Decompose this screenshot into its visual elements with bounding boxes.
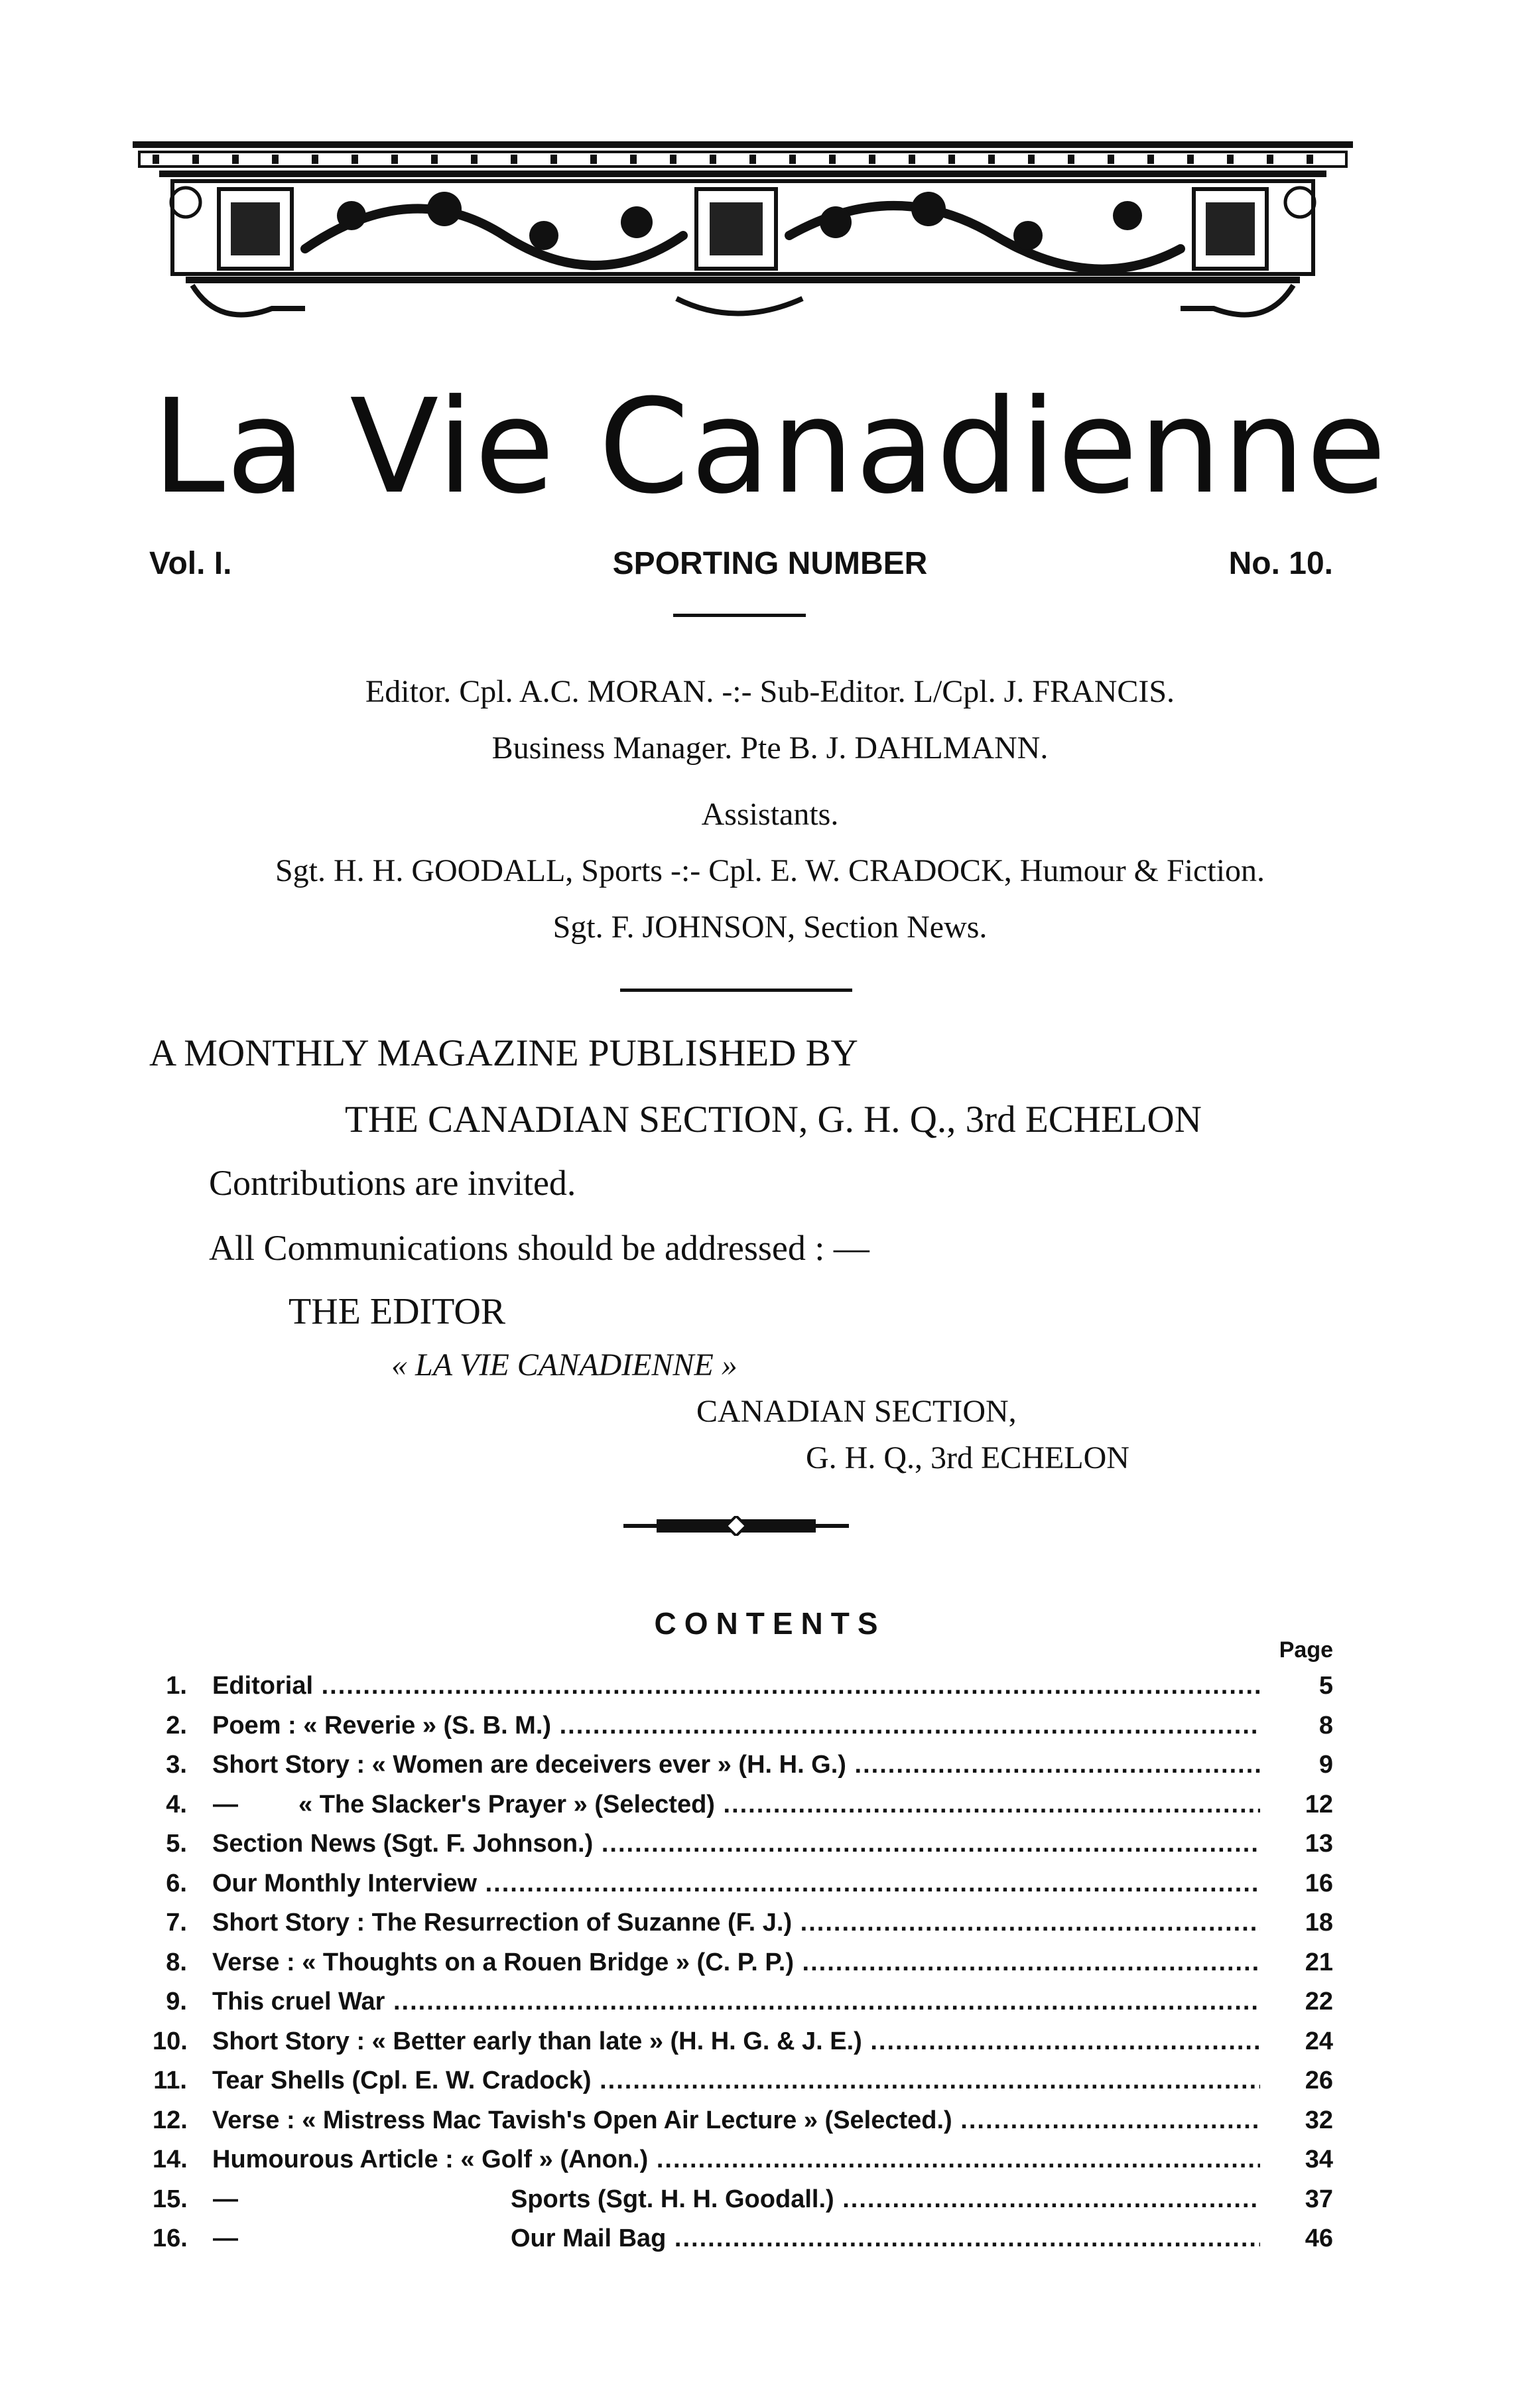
contents-item-title: « The Slacker's Prayer » (Selected) bbox=[298, 1790, 715, 1818]
contents-item-title: Our Monthly Interview bbox=[212, 1869, 478, 1897]
contents-item-title-line bbox=[212, 2224, 1260, 2253]
contents-row bbox=[153, 1791, 1333, 1829]
contents-item-title: Editorial bbox=[212, 1672, 314, 1700]
contents-item-page: 12 bbox=[1305, 1790, 1333, 1818]
contents-row bbox=[153, 1751, 1333, 1789]
contents-item-title-line bbox=[212, 2146, 1260, 2174]
contents-item-title-line bbox=[212, 1988, 1260, 2016]
contents-item-number: 1. bbox=[166, 1672, 187, 1700]
contents-item-page: 5 bbox=[1318, 1672, 1333, 1700]
contents-item-page: 26 bbox=[1305, 2067, 1333, 2094]
contents-item-number: 8. bbox=[166, 1948, 187, 1976]
contributions-note: Contributions are invited. bbox=[209, 1163, 576, 1203]
contents-item-title-line bbox=[212, 1751, 1260, 1779]
contents-item-title: Our Mail Bag bbox=[511, 2224, 667, 2252]
contents-item-title: This cruel War bbox=[212, 1988, 385, 2016]
contents-row bbox=[153, 1830, 1333, 1868]
contents-item-page: 18 bbox=[1305, 1909, 1333, 1937]
contents-item-number: 14. bbox=[153, 2146, 188, 2173]
contents-row bbox=[153, 2106, 1333, 2145]
address-editor: THE EDITOR bbox=[289, 1291, 506, 1332]
contents-item-number: 5. bbox=[166, 1830, 187, 1858]
contents-row bbox=[153, 1988, 1333, 2026]
contents-item-number: 15. bbox=[153, 2185, 188, 2213]
contents-item-page: 24 bbox=[1305, 2027, 1333, 2055]
issue-name: SPORTING NUMBER bbox=[612, 546, 928, 581]
contents-item-title: Short Story : « Women are deceivers ever » (H. H. G.) bbox=[212, 1751, 846, 1779]
contents-item-page: 32 bbox=[1305, 2106, 1333, 2134]
contents-item-page: 37 bbox=[1305, 2185, 1333, 2213]
contents-item-title-line bbox=[212, 1870, 1260, 1898]
contents-item-number: 3. bbox=[166, 1751, 187, 1779]
contents-item-number: 12. bbox=[153, 2106, 188, 2134]
contents-item-title: Tear Shells (Cpl. E. W. Cradock) bbox=[212, 2067, 592, 2094]
contents-item-title: Short Story : « Better early than late » (H. H. G. & J. E.) bbox=[212, 2027, 862, 2055]
contents-item-number: 9. bbox=[166, 1988, 187, 2016]
contents-item-page: 13 bbox=[1305, 1830, 1333, 1858]
contents-row bbox=[153, 2027, 1333, 2066]
issue-number: No. 10. bbox=[1228, 546, 1333, 581]
contents-item-page: 22 bbox=[1305, 1988, 1333, 2016]
contents-item-title: Verse : « Thoughts on a Rouen Bridge » (C. P. P.) bbox=[212, 1948, 794, 1976]
contents-item-title-line bbox=[212, 2067, 1260, 2095]
contents-row bbox=[153, 1909, 1333, 1947]
contents-item-number: 10. bbox=[153, 2027, 188, 2055]
ornament-divider bbox=[617, 1516, 856, 1536]
contents-item-title-line bbox=[212, 1712, 1260, 1740]
contents-item-title-line bbox=[212, 1830, 1260, 1858]
contents-item-number: 11. bbox=[153, 2067, 187, 2094]
contents-row bbox=[153, 2146, 1333, 2184]
contents-item-title: Short Story : The Resurrection of Suzanne (F. J.) bbox=[212, 1909, 793, 1937]
contents-item-title: Poem : « Reverie » (S. B. M.) bbox=[212, 1711, 552, 1740]
contents-item-page: 46 bbox=[1305, 2224, 1333, 2252]
divider-rule bbox=[620, 989, 852, 992]
magazine-title: La Vie Canadienne bbox=[152, 372, 1388, 523]
contents-item-number: 6. bbox=[166, 1869, 187, 1897]
contents-item-number: 16. bbox=[153, 2224, 188, 2252]
contents-item-title-line bbox=[212, 1909, 1260, 1937]
contents-row bbox=[153, 2067, 1333, 2105]
contents-item-title-line bbox=[212, 2027, 1260, 2056]
contents-row bbox=[153, 1672, 1333, 1710]
contents-item-title-line bbox=[212, 1949, 1260, 1977]
divider-rule bbox=[673, 614, 806, 617]
contents-item-number: 7. bbox=[166, 1909, 187, 1937]
ditto-dash: — bbox=[213, 2224, 238, 2252]
communications-note: All Communications should be addressed : — bbox=[209, 1228, 869, 1268]
assistants-label: Assistants. bbox=[701, 797, 839, 832]
contents-item-title-line bbox=[212, 2106, 1260, 2135]
contents-heading: CONTENTS bbox=[654, 1606, 886, 1641]
contents-item-page: 16 bbox=[1305, 1869, 1333, 1897]
contents-item-title-line bbox=[212, 1791, 1260, 1819]
address-section: CANADIAN SECTION, bbox=[696, 1394, 1017, 1429]
contents-row bbox=[153, 2185, 1333, 2224]
contents-item-title: Verse : « Mistress Mac Tavish's Open Air Lecture » (Selected.) bbox=[212, 2106, 952, 2134]
contents-item-title-line bbox=[212, 1672, 1260, 1700]
page-column-label: Page bbox=[1279, 1637, 1333, 1663]
address-magazine: « LA VIE CANADIENNE » bbox=[391, 1347, 738, 1383]
contents-item-title: Sports (Sgt. H. H. Goodall.) bbox=[511, 2185, 834, 2213]
ornamental-header-border bbox=[133, 136, 1353, 335]
publication-line-2: THE CANADIAN SECTION, G. H. Q., 3rd ECHELON bbox=[345, 1099, 1202, 1140]
contents-item-page: 8 bbox=[1318, 1711, 1333, 1740]
ditto-dash: — bbox=[213, 1790, 238, 1818]
address-echelon: G. H. Q., 3rd ECHELON bbox=[806, 1440, 1129, 1475]
contents-item-page: 9 bbox=[1318, 1751, 1333, 1779]
staff-line-business: Business Manager. Pte B. J. DAHLMANN. bbox=[491, 730, 1049, 766]
staff-line-assistants: Sgt. H. H. GOODALL, Sports -:- Cpl. E. W. CRADOCK, Humour & Fiction. bbox=[275, 853, 1265, 888]
staff-line-editors: Editor. Cpl. A.C. MORAN. -:- Sub-Editor. L/Cpl. J. FRANCIS. bbox=[365, 674, 1175, 709]
publication-line-1: A MONTHLY MAGAZINE PUBLISHED BY bbox=[149, 1032, 858, 1074]
contents-item-page: 21 bbox=[1305, 1948, 1333, 1976]
ditto-dash: — bbox=[213, 2185, 238, 2213]
volume-label: Vol. I. bbox=[149, 546, 232, 581]
contents-row bbox=[153, 1870, 1333, 1908]
contents-item-title: Section News (Sgt. F. Johnson.) bbox=[212, 1830, 594, 1858]
contents-row bbox=[153, 2224, 1333, 2263]
contents-row bbox=[153, 1712, 1333, 1750]
contents-item-page: 34 bbox=[1305, 2146, 1333, 2173]
contents-item-title-line bbox=[212, 2185, 1260, 2214]
contents-item-number: 4. bbox=[166, 1790, 187, 1818]
staff-line-section-news: Sgt. F. JOHNSON, Section News. bbox=[552, 910, 988, 945]
contents-item-number: 2. bbox=[166, 1711, 187, 1740]
contents-item-title: Humourous Article : « Golf » (Anon.) bbox=[212, 2146, 649, 2173]
contents-row bbox=[153, 1949, 1333, 1987]
